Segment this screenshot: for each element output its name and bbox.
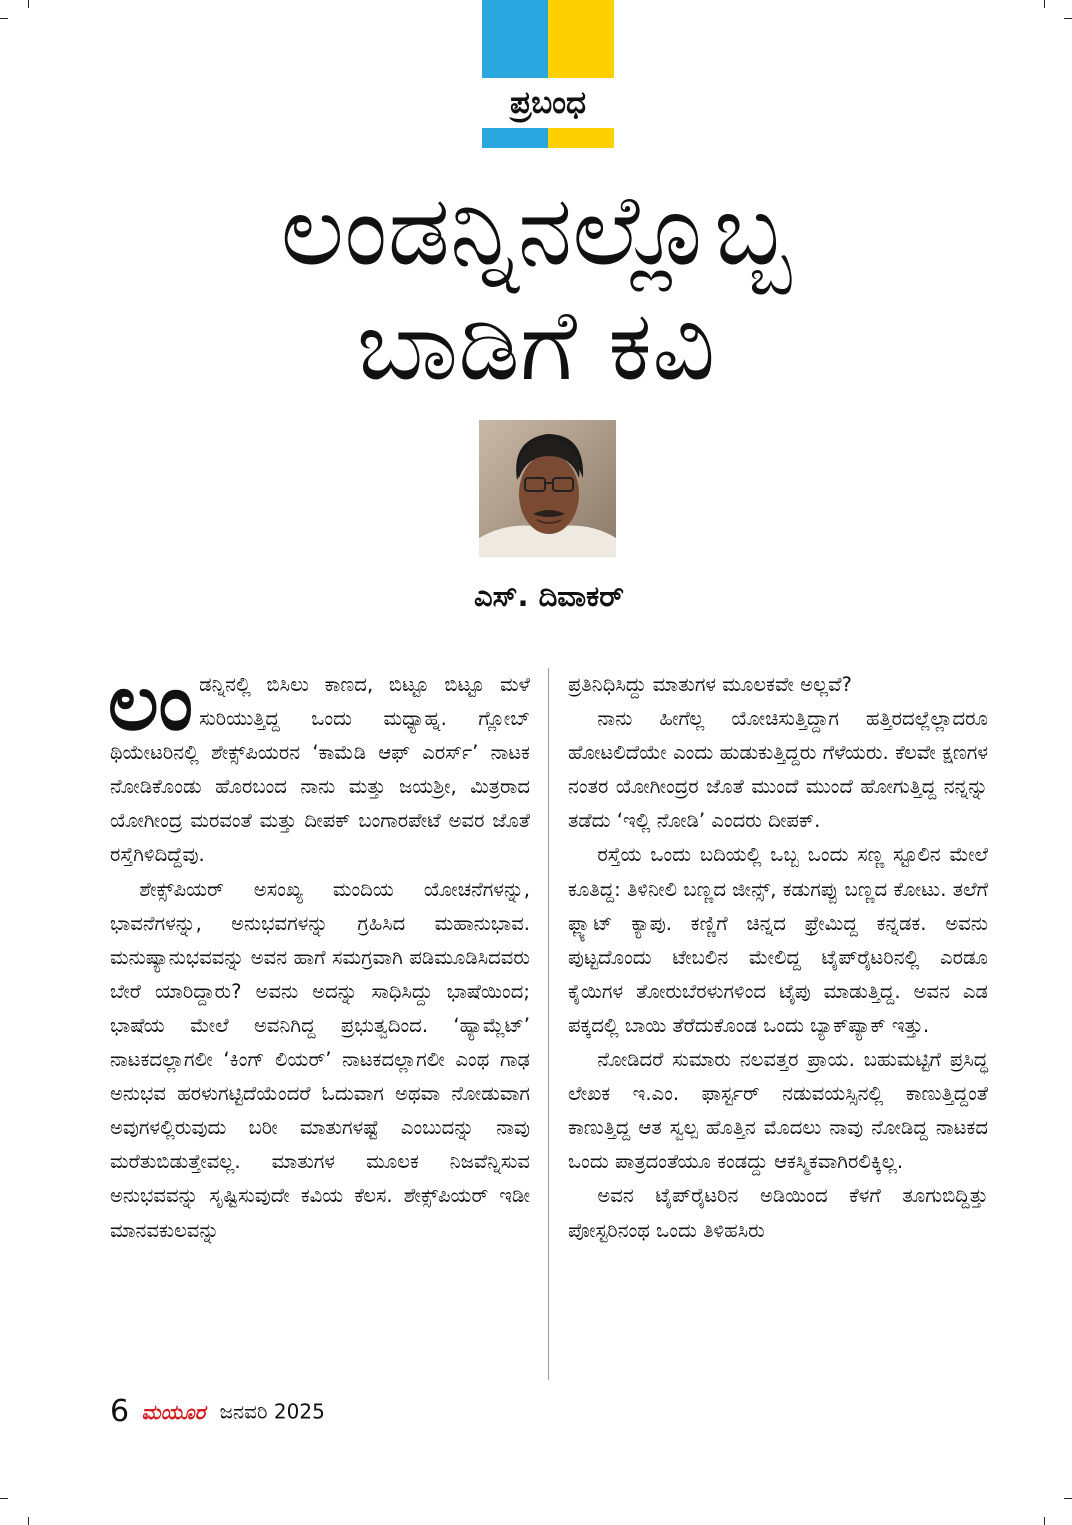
magazine-logo: ಮಯೂರ [141,1399,206,1424]
page-number: 6 [110,1393,130,1429]
drop-cap: ಲಂ [108,658,194,748]
article-title-line-1: ಲಂಡನ್ನಿನಲ್ಲೊಬ್ಬ [280,174,792,288]
crop-mark [0,1498,8,1499]
article-paragraph: ಶೇಕ್ಸ್‌ಪಿಯರ್ ಅಸಂಖ್ಯ ಮಂದಿಯ ಯೋಚನೆಗಳನ್ನು, ಭಾವನೆಗಳನ್ನು, ಅನುಭವಗಳನ್ನು ಗ್ರಹಿಸಿದ ಮಹಾನುಭಾವ. ಮನುಷ್ಯಾನುಭವವನ್ನು ಅವನ ಹಾಗೆ ಸಮಗ್ರವಾಗಿ ಪಡಿಮೂಡಿಸಿದವರು ಬೇರೆ ಯಾರಿದ್ದಾರು? ಅವನು ಅದನ್ನು ಸಾಧಿಸಿದ್ದು ಭಾಷೆಯಿಂದ; ಭಾಷೆಯ ಮೇಲೆ ಅವನಿಗಿದ್ದ ಪ್ರಭುತ್ವದಿಂದ. ‘ಹ್ಯಾಮ್ಲೆಟ್’ ನಾಟಕದಲ್ಲಾಗಲೀ ‘ಕಿಂಗ್ ಲಿಯರ್’ ನಾಟಕದಲ್ಲಾಗಲೀ ಎಂಥ ಗಾಢ ಅನುಭವ ಹರಳುಗಟ್ಟಿದೆಯೆಂದರೆ ಓದುವಾಗ ಅಥವಾ ನೋಡುವಾಗ ಅವುಗಳಲ್ಲಿರುವುದು ಬರೀ ಮಾತುಗಳಷ್ಟೆ ಎಂಬುದನ್ನು ನಾವು ಮರೆತುಬಿಡುತ್ತೇವಲ್ಲ. ಮಾತುಗಳ ಮೂಲಕ ನಿಜವೆನ್ನಿಸುವ ಅನುಭವವನ್ನು ಸೃಷ್ಟಿಸುವುದೇ ಕವಿಯ ಕೆಲಸ. ಶೇಕ್ಸ್‌ಪಿಯರ್ ಇಡೀ ಮಾನವಕುಲವನ್ನು [110,877,530,1242]
article-paragraph: ಅವನ ಟೈಪ್‌ರೈಟರಿನ ಅಡಿಯಿಂದ ಕೆಳಗೆ ತೂಗುಬಿದ್ದಿತ್ತು ಪೋಸ್ಟರಿನಂಥ ಒಂದು ತಿಳಿಹಸಿರು [568,1184,988,1242]
badge-blue-block [482,0,548,78]
crop-mark [1044,0,1045,8]
page-footer [110,1390,325,1430]
article-title-line-2: ಬಾಡಿಗೆ ಕವಿ [356,289,716,403]
article-column-left [108,658,530,1248]
author-photo [479,420,616,557]
article-paragraph: ನೋಡಿದರೆ ಸುಮಾರು ನಲವತ್ತರ ಪ್ರಾಯ. ಬಹುಮಟ್ಟಿಗೆ ಪ್ರಸಿದ್ಧ ಲೇಖಕ ಇ.ಎಂ. ಫಾರ್ಸ್ಟರ್ ನಡುವಯಸ್ಸಿನಲ್ಲಿ ಕಾಣುತ್ತಿದ್ದಂತೆ ಕಾಣುತ್ತಿದ್ದ ಆತ ಸ್ವಲ್ಪ ಹೊತ್ತಿನ ಮೊದಲು ನಾವು ನೋಡಿದ್ದ ನಾಟಕದ ಒಂದು ಪಾತ್ರದಂತೆಯೂ ಕಂಡದ್ದು ಆಕಸ್ಮಿಕವಾಗಿರಲಿಕ್ಕಿಲ್ಲ. [568,1048,988,1174]
badge-blue-strip [482,128,548,148]
author-name: ಎಸ್‌. ದಿವಾಕರ್ [474,579,624,613]
crop-mark [28,1517,29,1525]
issue-date: ಜನವರಿ 2025 [219,1399,325,1424]
badge-yellow-strip [548,128,614,148]
column-divider [548,668,549,1380]
article-paragraph: ನಾನು ಹೀಗೆಲ್ಲ ಯೋಚಿಸುತ್ತಿದ್ದಾಗ ಹತ್ತಿರದಲ್ಲೆಲ್ಲಾದರೂ ಹೋಟಲಿದೆಯೇ ಎಂದು ಹುಡುಕುತ್ತಿದ್ದರು ಗೆಳೆಯರು. ಕೆಲವೇ ಕ್ಷಣಗಳ ನಂತರ ಯೋಗೀಂದ್ರರ ಜೊತೆ ಮುಂದೆ ಮುಂದೆ ಹೋಗುತ್ತಿದ್ದ ನನ್ನನ್ನು ತಡೆದು ‘ಇಲ್ಲಿ ನೋಡಿ’ ಎಂದರು ದೀಪಕ್. [568,707,988,833]
crop-mark [1044,1517,1045,1525]
crop-mark [1064,18,1072,19]
crop-mark [1064,1498,1072,1499]
paragraph-text: ಡನ್ನಿನಲ್ಲಿ ಬಿಸಿಲು ಕಾಣದ, ಬಿಟ್ಟೂ ಬಿಟ್ಟೂ ಮಳೆ ಸುರಿಯುತ್ತಿದ್ದ ಒಂದು ಮಧ್ಯಾಹ್ನ. ಗ್ಲೋಬ್ ಥಿಯೇಟರಿನಲ್ಲಿ ಶೇಕ್ಸ್‌ಪಿಯರನ ‘ಕಾಮೆಡಿ ಆಫ್ ಎರರ್ಸ್’ ನಾಟಕ ನೋಡಿಕೊಂಡು ಹೊರಬಂದ ನಾನು ಮತ್ತು ಜಯಶ್ರೀ, ಮಿತ್ರರಾದ ಯೋಗೀಂದ್ರ ಮರವಂತೆ ಮತ್ತು ದೀಪಕ್ ಬಂಗಾರಪೇಟೆ ಅವರ ಜೊತೆ ರಸ್ತೆಗಿಳಿದಿದ್ದೆವು. [110,673,530,867]
article-paragraph: ಪ್ರತಿನಿಧಿಸಿದ್ದು ಮಾತುಗಳ ಮೂಲಕವೇ ಅಲ್ಲವೆ? [568,673,852,696]
article-column-right [568,668,988,1248]
section-label: ಪ್ರಬಂಧ [510,85,586,121]
section-badge [482,0,614,148]
badge-yellow-block [548,0,614,78]
article-paragraph: ರಸ್ತೆಯ ಒಂದು ಬದಿಯಲ್ಲಿ ಒಬ್ಬ ಒಂದು ಸಣ್ಣ ಸ್ಟೂಲಿನ ಮೇಲೆ ಕೂತಿದ್ದ: ತಿಳಿನೀಲಿ ಬಣ್ಣದ ಜೀನ್ಸ್, ಕಡುಗಪ್ಪು ಬಣ್ಣದ ಕೋಟು. ತಲೆಗೆ ಫ್ಲ್ಯಾಟ್ ಕ್ಯಾಪು. ಕಣ್ಣಿಗೆ ಚಿನ್ನದ ಫ್ರೇಮಿದ್ದ ಕನ್ನಡಕ. ಅವನು ಪುಟ್ಟದೊಂದು ಟೇಬಲಿನ ಮೇಲಿದ್ದ ಟೈಪ್‌ರೈಟರಿನಲ್ಲಿ ಎರಡೂ ಕೈಯಿಗಳ ತೋರುಬೆರಳುಗಳಿಂದ ಟೈಪು ಮಾಡುತ್ತಿದ್ದ. ಅವನ ಎಡ ಪಕ್ಕದಲ್ಲಿ ಬಾಯಿ ತೆರೆದುಕೊಂಡ ಒಂದು ಬ್ಯಾಕ್‌ಪ್ಯಾಕ್ ಇತ್ತು. [568,843,988,1037]
crop-mark [0,18,8,19]
article-paragraph [108,658,530,873]
crop-mark [28,0,29,8]
